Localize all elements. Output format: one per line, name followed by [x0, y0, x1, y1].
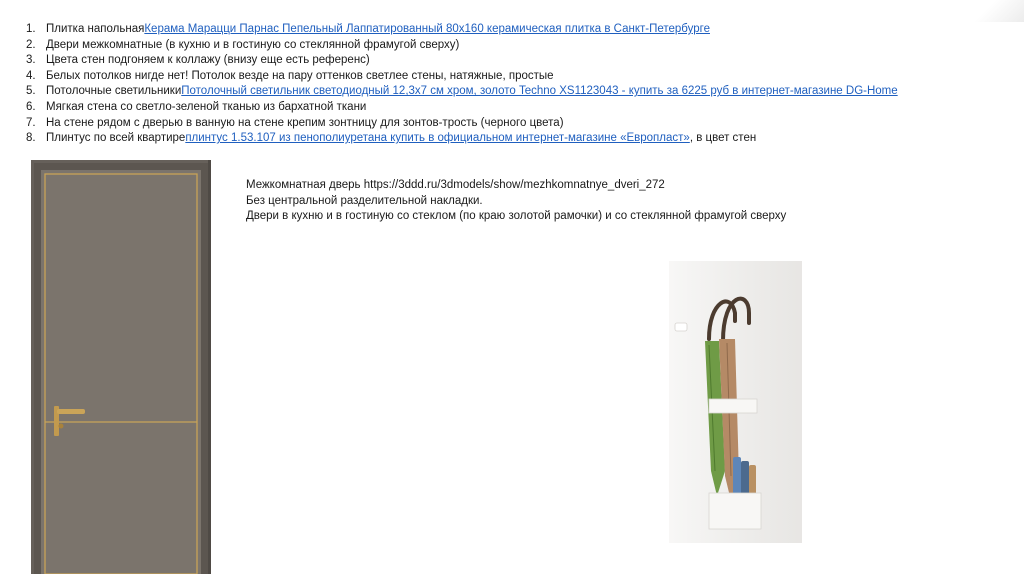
list-number: 2.	[26, 38, 36, 51]
holder-top-ring	[709, 399, 757, 413]
list-item	[26, 84, 986, 100]
holder-bottom-box	[709, 493, 761, 529]
list-item	[26, 38, 986, 54]
list-number: 7.	[26, 116, 36, 129]
caption-line: Без центральной разделительной накладки.	[246, 194, 483, 207]
list-text: Мягкая стена со светло-зеленой тканью из бархатной ткани	[46, 100, 367, 113]
list-item	[26, 116, 986, 132]
list-item	[26, 22, 986, 38]
door-caption	[246, 178, 866, 225]
list-item	[26, 69, 986, 85]
door-lock-icon	[59, 424, 64, 429]
list-text: Плитка напольная	[46, 23, 145, 35]
list-text-suffix: , в цвет стен	[689, 132, 757, 145]
list-number: 8.	[26, 132, 36, 145]
door-frame-edge	[208, 160, 211, 574]
list-text: Цвета стен подгоняем к коллажу (внизу еще есть референс)	[46, 54, 370, 67]
caption-line: Двери в кухню и в гостиную со стеклом (по краю золотой рамочки) и со стеклянной фрамугой сверху	[246, 210, 787, 223]
ceiling-light-link[interactable]: Потолочный светильник светодиодный 12,3х7 см хром, золото Techno XS1123043 - купить за 6225 руб в интернет-магазине DG-Home	[181, 85, 898, 98]
baseboard-link[interactable]: плинтус 1.53.107 из пенополиуретана купить в официальном интернет-магазине «Европласт»	[185, 132, 690, 145]
list-text: На стене рядом с дверью в ванную на стене крепим зонтницу для зонтов-трость (черного цвета)	[46, 116, 564, 129]
list-number: 4.	[26, 69, 36, 82]
umbrella-holder-image	[669, 261, 802, 543]
list-item	[26, 53, 986, 69]
list-text: Белых потолков нигде нет! Потолок везде на пару оттенков светлее стены, натяжные, простые	[46, 69, 554, 82]
list-number: 3.	[26, 54, 36, 67]
caption-line: Межкомнатная дверь https://3ddd.ru/3dmodels/show/mezhkomnatnye_dveri_272	[246, 179, 665, 191]
door-image	[31, 160, 211, 574]
list-item	[26, 100, 986, 116]
small-umbrella-blue	[733, 457, 741, 497]
list-text: Потолочные светильники	[46, 85, 182, 98]
requirements-list	[26, 22, 986, 147]
small-umbrella-navy	[741, 461, 749, 497]
tile-link[interactable]: Керама Марацци Парнас Пепельный Лаппатированный 80х160 керамическая плитка в Санкт-Петербурге	[144, 23, 710, 35]
list-item	[26, 131, 986, 147]
wall-hook-icon	[675, 323, 687, 331]
small-umbrella-tan	[749, 465, 756, 497]
list-text: Плинтус по всей квартире	[46, 132, 186, 145]
list-number: 1.	[26, 23, 36, 35]
door-handle-icon	[57, 409, 85, 414]
list-number: 6.	[26, 100, 36, 113]
list-text: Двери межкомнатные (в кухню и в гостиную со стеклянной фрамугой сверху)	[46, 38, 460, 51]
door-panel	[41, 170, 201, 574]
list-number: 5.	[26, 85, 36, 98]
slide-corner-decoration	[954, 0, 1024, 22]
